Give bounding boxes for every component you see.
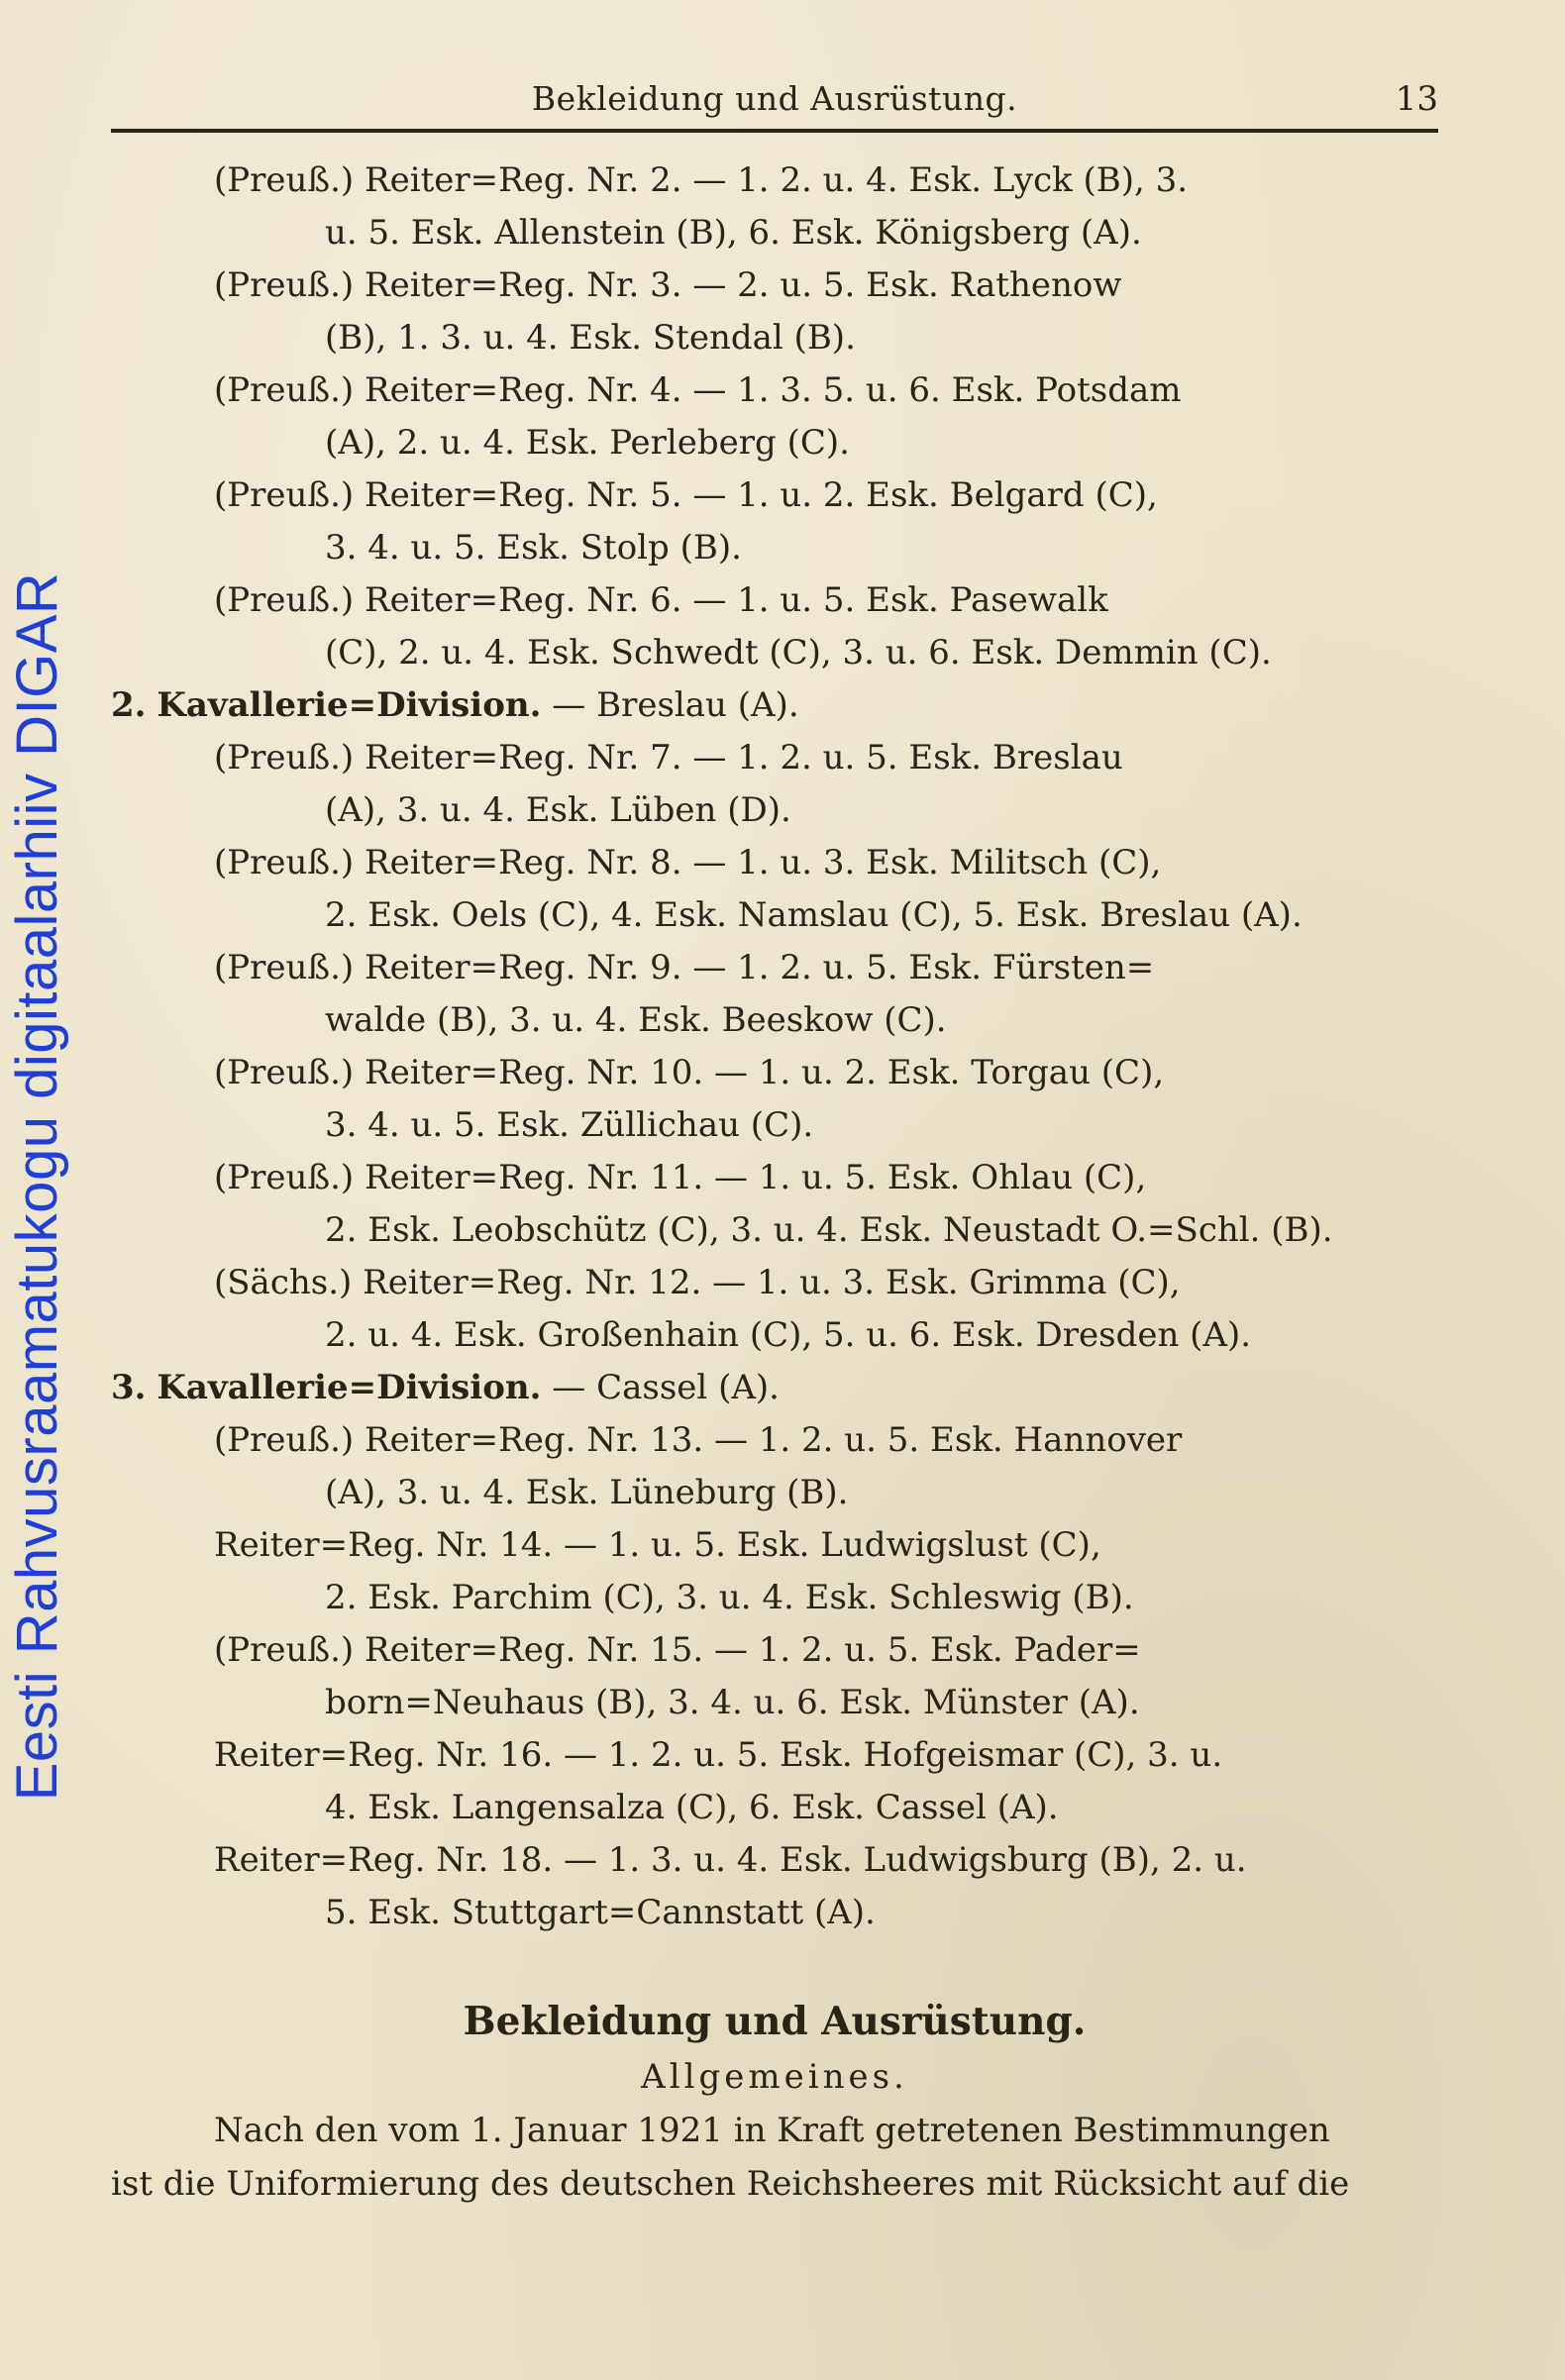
page-number: 13 xyxy=(1395,79,1438,119)
regiment-entry xyxy=(111,837,1438,942)
paragraph-line: Nach den vom 1. Januar 1921 in Kraft getretenen Bestimmungen xyxy=(214,2111,1330,2150)
regiment-entry xyxy=(111,1152,1438,1257)
entry-line: u. 5. Esk. Allenstein (B), 6. Esk. Königsberg (A). xyxy=(325,213,1142,253)
entry-line: (Preuß.) Reiter=Reg. Nr. 8. — 1. u. 3. Esk. Militsch (C), xyxy=(214,843,1162,882)
entry-line: (Sächs.) Reiter=Reg. Nr. 12. — 1. u. 3. Esk. Grimma (C), xyxy=(214,1263,1181,1302)
division-name: Kavallerie=Division. xyxy=(156,685,542,725)
watermark-text: Eesti Rahvusraamatukogu digitaalarhiiv DIGAR xyxy=(5,571,69,1802)
entry-line: (A), 2. u. 4. Esk. Perleberg (C). xyxy=(325,423,850,463)
regiment-entry xyxy=(111,155,1438,259)
entry-line: 2. Esk. Parchim (C), 3. u. 4. Esk. Schleswig (B). xyxy=(325,1578,1134,1617)
entry-line: Reiter=Reg. Nr. 16. — 1. 2. u. 5. Esk. Hofgeismar (C), 3. u. xyxy=(214,1735,1223,1775)
entry-line: (Preuß.) Reiter=Reg. Nr. 7. — 1. 2. u. 5. Esk. Breslau xyxy=(214,738,1123,777)
regiment-entry xyxy=(111,469,1438,574)
running-header xyxy=(111,69,1438,127)
body-paragraph xyxy=(111,2104,1438,2211)
division-number: 3. xyxy=(111,1368,147,1407)
entry-line: (Preuß.) Reiter=Reg. Nr. 6. — 1. u. 5. Esk. Pasewalk xyxy=(214,580,1108,620)
entry-line: (Preuß.) Reiter=Reg. Nr. 10. — 1. u. 2. Esk. Torgau (C), xyxy=(214,1053,1165,1092)
division-seat: — Breslau (A). xyxy=(541,685,799,725)
regiment-entry xyxy=(111,1834,1438,1939)
paragraph-line: ist die Uniformierung des deutschen Reichsheeres mit Rücksicht auf die xyxy=(111,2164,1350,2204)
entry-line: 5. Esk. Stuttgart=Cannstatt (A). xyxy=(325,1893,876,1932)
regiment-entry xyxy=(111,1519,1438,1624)
regiment-entry xyxy=(111,259,1438,364)
entry-line: born=Neuhaus (B), 3. 4. u. 6. Esk. Münster (A). xyxy=(325,1683,1140,1722)
entry-line: 2. Esk. Leobschütz (C), 3. u. 4. Esk. Neustadt O.=Schl. (B). xyxy=(325,1210,1333,1250)
regiment-entry xyxy=(111,1624,1438,1729)
entry-line: Reiter=Reg. Nr. 18. — 1. 3. u. 4. Esk. Ludwigsburg (B), 2. u. xyxy=(214,1840,1247,1880)
entry-line: (B), 1. 3. u. 4. Esk. Stendal (B). xyxy=(325,318,856,358)
entry-line: Reiter=Reg. Nr. 14. — 1. u. 5. Esk. Ludwigslust (C), xyxy=(214,1525,1101,1565)
division-name: Kavallerie=Division. xyxy=(156,1368,542,1407)
entry-line: 2. Esk. Oels (C), 4. Esk. Namslau (C), 5. Esk. Breslau (A). xyxy=(325,895,1303,935)
entry-line: 2. u. 4. Esk. Großenhain (C), 5. u. 6. Esk. Dresden (A). xyxy=(325,1315,1252,1355)
entry-line: (A), 3. u. 4. Esk. Lüben (D). xyxy=(325,790,791,830)
header-rule xyxy=(111,129,1438,133)
header-title: Bekleidung und Ausrüstung. xyxy=(531,79,1018,118)
entry-line: 3. 4. u. 5. Esk. Stolp (B). xyxy=(325,528,742,568)
regiment-entry xyxy=(111,1257,1438,1362)
regiment-entry xyxy=(111,732,1438,837)
entry-line: (Preuß.) Reiter=Reg. Nr. 13. — 1. 2. u. 5. Esk. Hannover xyxy=(214,1420,1183,1460)
division-seat: — Cassel (A). xyxy=(541,1368,780,1407)
entry-line: (Preuß.) Reiter=Reg. Nr. 2. — 1. 2. u. 4. Esk. Lyck (B), 3. xyxy=(214,160,1189,200)
entry-line: (Preuß.) Reiter=Reg. Nr. 3. — 2. u. 5. Esk. Rathenow xyxy=(214,265,1122,305)
regiment-entry xyxy=(111,574,1438,679)
entry-line: 4. Esk. Langensalza (C), 6. Esk. Cassel (A). xyxy=(325,1788,1059,1827)
regiment-entry xyxy=(111,364,1438,469)
entry-line: (Preuß.) Reiter=Reg. Nr. 5. — 1. u. 2. Esk. Belgard (C), xyxy=(214,475,1158,515)
regiment-list xyxy=(111,155,1438,2211)
entry-line: (A), 3. u. 4. Esk. Lüneburg (B). xyxy=(325,1473,849,1512)
document-page xyxy=(111,69,1438,2211)
entry-line: (Preuß.) Reiter=Reg. Nr. 15. — 1. 2. u. 5. Esk. Pader= xyxy=(214,1630,1141,1670)
division-heading xyxy=(111,679,1438,732)
entry-line: (Preuß.) Reiter=Reg. Nr. 11. — 1. u. 5. Esk. Ohlau (C), xyxy=(214,1158,1147,1197)
division-heading xyxy=(111,1362,1438,1414)
entry-line: walde (B), 3. u. 4. Esk. Beeskow (C). xyxy=(325,1000,947,1040)
regiment-entry xyxy=(111,1729,1438,1834)
regiment-entry xyxy=(111,1047,1438,1152)
section-title: Bekleidung und Ausrüstung. xyxy=(463,1999,1087,2044)
regiment-entry xyxy=(111,1414,1438,1519)
entry-line: (Preuß.) Reiter=Reg. Nr. 9. — 1. 2. u. 5. Esk. Fürsten= xyxy=(214,948,1155,987)
entry-line: (Preuß.) Reiter=Reg. Nr. 4. — 1. 3. 5. u. 6. Esk. Potsdam xyxy=(214,370,1182,410)
entry-line: (C), 2. u. 4. Esk. Schwedt (C), 3. u. 6. Esk. Demmin (C). xyxy=(325,633,1272,673)
entry-line: 3. 4. u. 5. Esk. Züllichau (C). xyxy=(325,1105,814,1145)
division-number: 2. xyxy=(111,685,147,725)
section-subtitle: Allgemeines. xyxy=(641,2057,908,2097)
regiment-entry xyxy=(111,942,1438,1047)
